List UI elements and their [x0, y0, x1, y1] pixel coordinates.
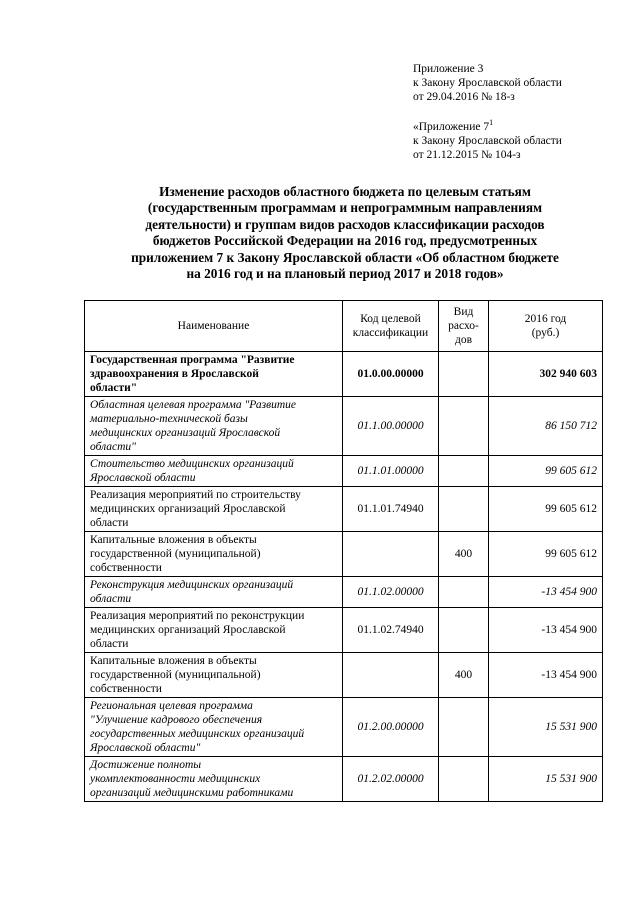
cell-name-line: медицинских организаций Ярославской [90, 624, 286, 636]
cell-name-line: Реконструкция медицинских организаций [90, 579, 294, 591]
cell-code: 01.2.00.00000 [343, 698, 439, 757]
cell-name-line: области [90, 593, 132, 605]
header-amount-line: 2016 год [524, 313, 567, 325]
cell-name-line: области" [90, 441, 136, 453]
table-row [85, 456, 603, 487]
cell-name-line: Государственная программа "Развитие [90, 354, 295, 366]
appendix-ref-superscript: 1 [489, 118, 494, 128]
cell-vid [439, 757, 489, 802]
cell-code [343, 653, 439, 698]
cell-amount: 86 150 712 [489, 397, 603, 456]
cell-name-line: государственной (муниципальной) [90, 548, 261, 560]
cell-name-line: Региональная целевая программа [90, 700, 253, 712]
cell-name [85, 352, 343, 397]
table-row [85, 397, 603, 456]
header-amount-line: (руб.) [531, 327, 560, 339]
cell-vid [439, 352, 489, 397]
table-row [85, 487, 603, 532]
cell-vid: 400 [439, 532, 489, 577]
table-body [85, 352, 603, 802]
cell-code: 01.1.01.00000 [343, 456, 439, 487]
title-line: на 2016 год и на плановый период 2017 и 2018 годов» [186, 266, 504, 282]
cell-amount: 99 605 612 [489, 532, 603, 577]
cell-amount: 15 531 900 [489, 698, 603, 757]
header-vid-line: расхо- [448, 320, 479, 332]
table-row [85, 653, 603, 698]
appendix-current [413, 62, 633, 104]
cell-name [85, 487, 343, 532]
header-code-line: классификации [352, 327, 429, 339]
cell-name-line: укомплектованности медицинских [90, 773, 261, 785]
table-row [85, 577, 603, 608]
cell-name-line: здравоохранения в Ярославской [90, 368, 259, 380]
title-line: бюджетов Российской Федерации на 2016 год, предусмотренных [152, 233, 538, 249]
appendix-current-line: к Закону Ярославской области [413, 77, 562, 89]
cell-name-line: государственных медицинских организаций [90, 728, 305, 740]
cell-code: 01.1.02.74940 [343, 608, 439, 653]
cell-vid [439, 487, 489, 532]
table-row [85, 757, 603, 802]
cell-vid [439, 577, 489, 608]
cell-name-line: медицинских организаций Ярославской [90, 427, 281, 439]
cell-name-line: Реализация мероприятий по реконструкции [90, 610, 305, 622]
cell-name-line: собственности [90, 683, 162, 695]
cell-code: 01.1.00.00000 [343, 397, 439, 456]
cell-name [85, 757, 343, 802]
cell-name-line: Областная целевая программа "Развитие [90, 399, 297, 411]
cell-name [85, 532, 343, 577]
cell-code [343, 532, 439, 577]
cell-name [85, 608, 343, 653]
title-line: деятельности) и группам видов расходов классификации расходов [145, 216, 545, 232]
header-code-line: Код целевой [360, 313, 421, 325]
cell-name-line: Стоительство медицинских организаций [90, 458, 294, 470]
cell-name-line: собственности [90, 562, 162, 574]
document-title [95, 184, 595, 282]
cell-vid [439, 456, 489, 487]
cell-vid: 400 [439, 653, 489, 698]
cell-amount: -13 454 900 [489, 653, 603, 698]
cell-name-line: области [90, 517, 129, 529]
title-line: Изменение расходов областного бюджета по целевым статьям [159, 184, 531, 199]
appendix-ref-line [413, 120, 633, 134]
table-header-row [85, 301, 603, 352]
cell-name-line: Капитальные вложения в объекты [90, 655, 257, 667]
table-row [85, 608, 603, 653]
header-code [343, 301, 439, 352]
cell-code: 01.2.02.00000 [343, 757, 439, 802]
cell-vid [439, 698, 489, 757]
appendix-ref-title: «Приложение 7 [413, 121, 490, 133]
appendix-reference [413, 120, 633, 162]
appendix-ref-line: от 21.12.2015 № 104-з [413, 149, 521, 161]
cell-amount: 15 531 900 [489, 757, 603, 802]
cell-name-line: материально-технической базы [90, 413, 248, 425]
cell-name [85, 653, 343, 698]
cell-name [85, 456, 343, 487]
cell-amount: 302 940 603 [489, 352, 603, 397]
cell-name-line: государственной (муниципальной) [90, 669, 261, 681]
header-amount [489, 301, 603, 352]
cell-name-line: Капитальные вложения в объекты [90, 534, 257, 546]
cell-vid [439, 397, 489, 456]
budget-table [84, 300, 603, 802]
table-row [85, 532, 603, 577]
cell-name [85, 397, 343, 456]
appendix-current-line: от 29.04.2016 № 18-з [413, 91, 515, 103]
header-vid [439, 301, 489, 352]
cell-name [85, 698, 343, 757]
cell-name-line: "Улучшение кадрового обеспечения [90, 714, 263, 726]
cell-code: 01.1.01.74940 [343, 487, 439, 532]
cell-amount: -13 454 900 [489, 608, 603, 653]
cell-vid [439, 608, 489, 653]
cell-name-line: Достижение полноты [90, 759, 202, 771]
title-line: (государственным программам и непрограммным направлениям [147, 200, 543, 216]
cell-code: 01.1.02.00000 [343, 577, 439, 608]
table-row [85, 352, 603, 397]
cell-code: 01.0.00.00000 [343, 352, 439, 397]
cell-amount: 99 605 612 [489, 487, 603, 532]
cell-amount: -13 454 900 [489, 577, 603, 608]
cell-name-line: Ярославской области" [90, 742, 201, 754]
cell-name-line: Ярославской области [90, 472, 196, 484]
appendix-ref-line: к Закону Ярославской области [413, 135, 562, 147]
title-line: приложением 7 к Закону Ярославской области «Об областном бюджете [131, 249, 559, 265]
cell-name-line: области" [90, 382, 138, 394]
cell-amount: 99 605 612 [489, 456, 603, 487]
cell-name-line: Реализация мероприятий по строительству [90, 489, 301, 501]
cell-name-line: организаций медицинскими работниками [90, 787, 294, 799]
cell-name [85, 577, 343, 608]
table-row [85, 698, 603, 757]
appendix-current-line: Приложение 3 [413, 63, 484, 75]
cell-name-line: области [90, 638, 129, 650]
header-name: Наименование [85, 301, 343, 352]
header-vid-line: дов [454, 334, 473, 346]
cell-name-line: медицинских организаций Ярославской [90, 503, 286, 515]
header-vid-line: Вид [453, 306, 474, 318]
